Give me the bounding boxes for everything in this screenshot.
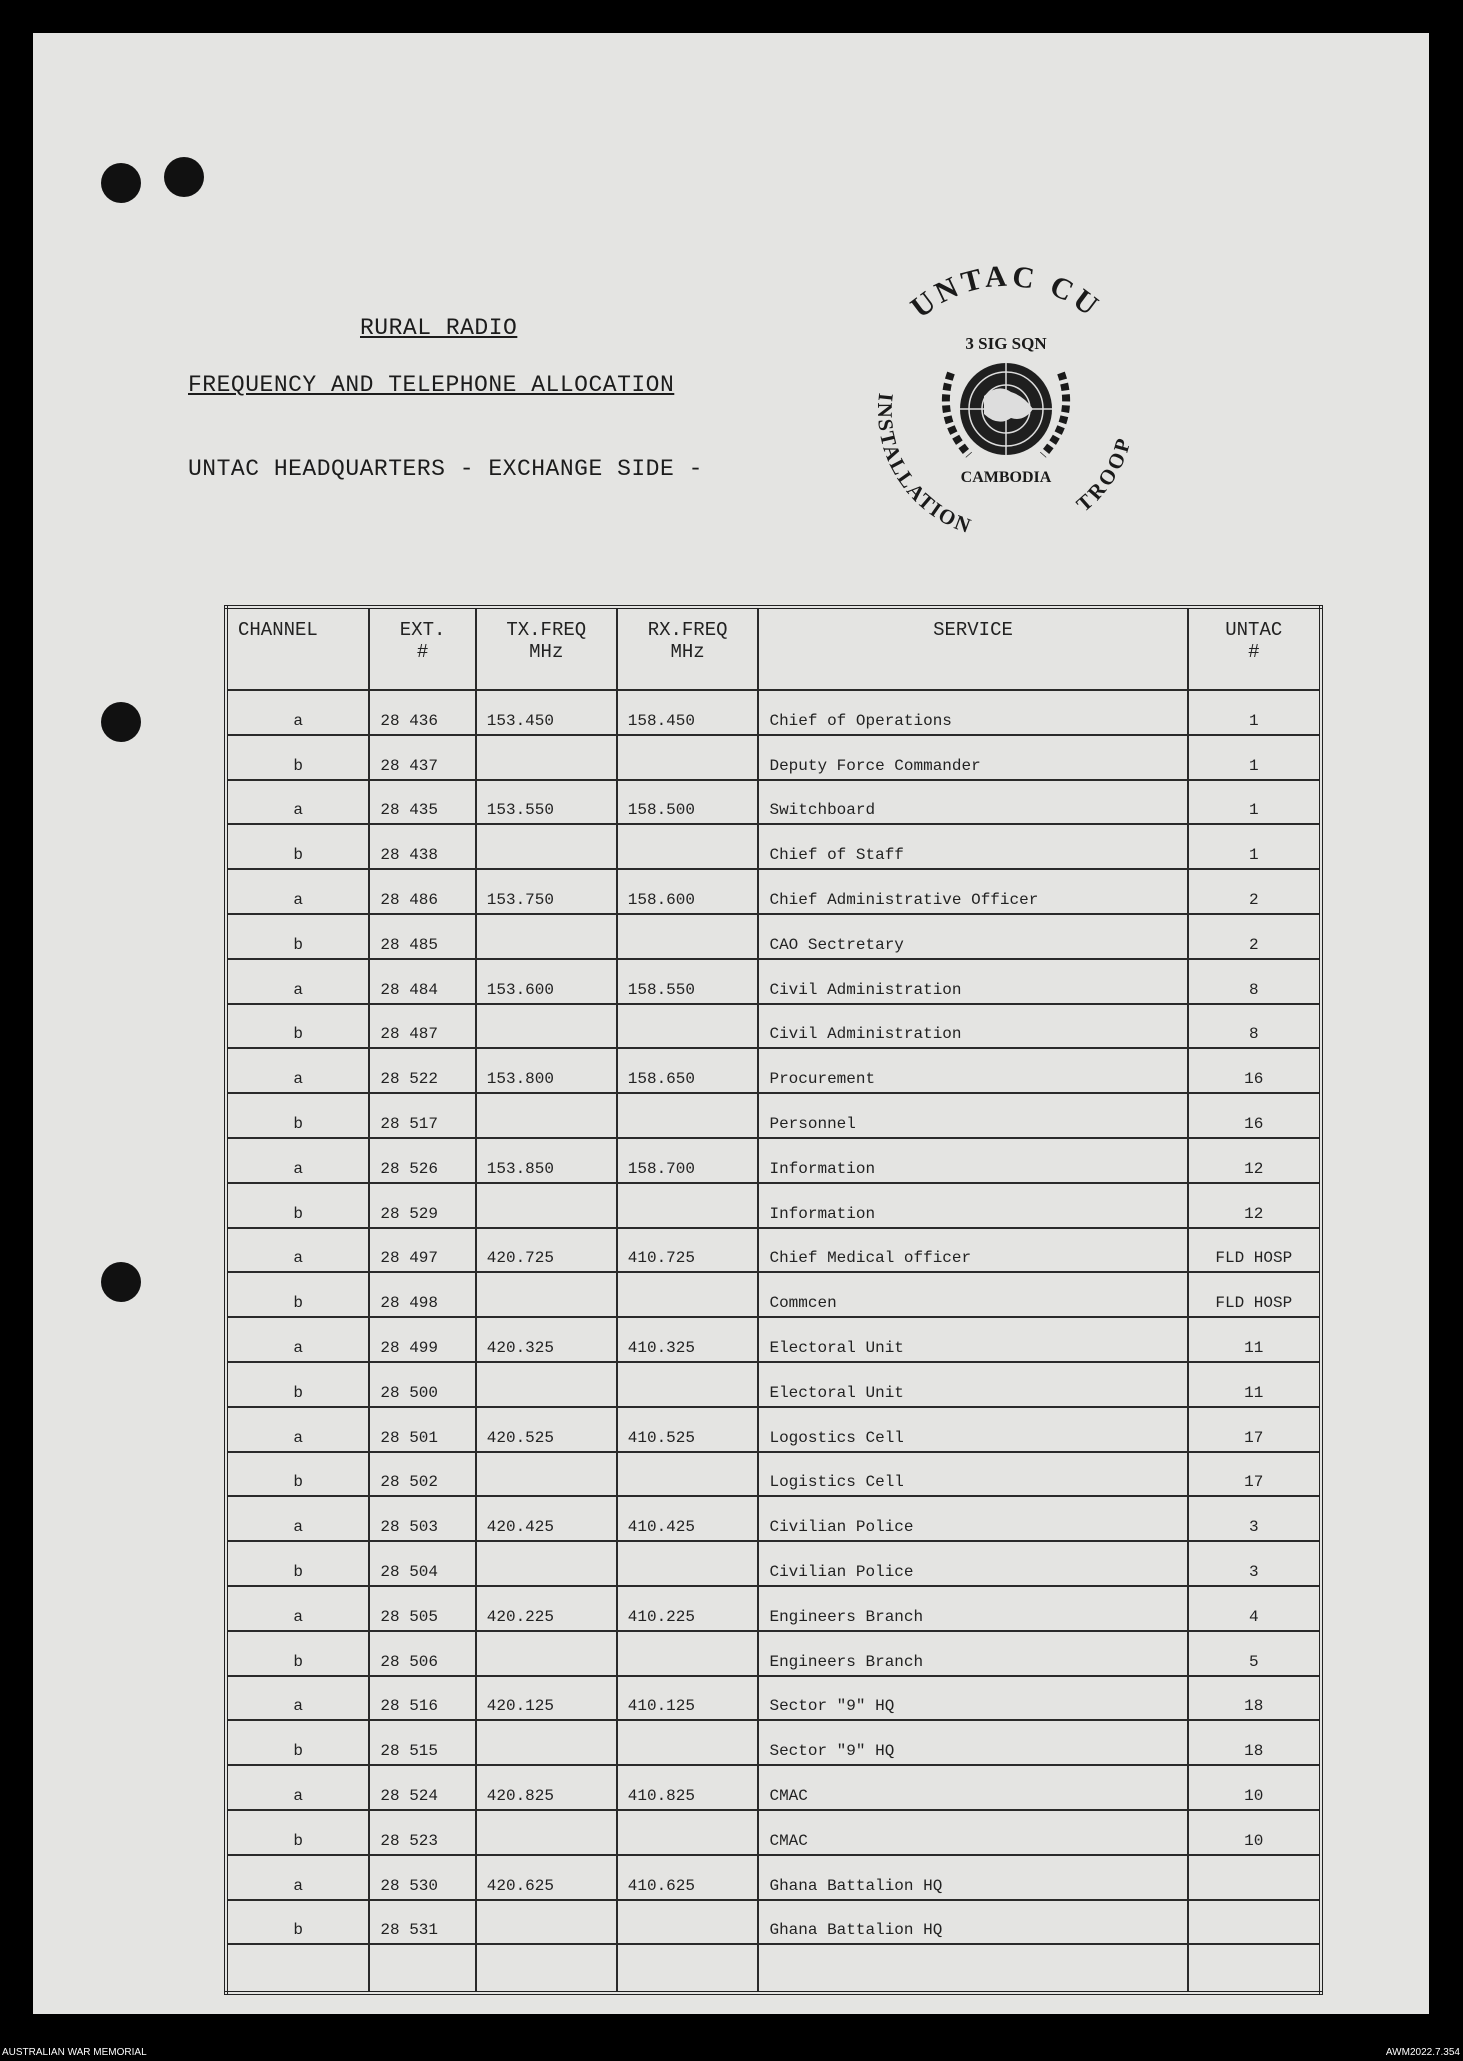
table-header-row <box>226 607 1321 690</box>
cell-rx-freq <box>617 824 759 869</box>
table-row <box>226 1586 1321 1631</box>
cell-tx-freq <box>476 1810 617 1855</box>
cell-extension: 28 438 <box>369 824 475 869</box>
cell-service: Electoral Unit <box>758 1362 1187 1407</box>
table-row <box>226 1944 1321 1993</box>
cell-untac-number: FLD HOSP <box>1188 1272 1321 1317</box>
cell-service: Sector "9" HQ <box>758 1720 1187 1765</box>
column-header-rx-freq: RX.FREQ MHz <box>617 607 759 690</box>
table-row <box>226 1765 1321 1810</box>
cell-tx-freq: 420.425 <box>476 1496 617 1541</box>
cell-tx-freq <box>476 914 617 959</box>
column-header-channel: CHANNEL <box>226 607 369 690</box>
cell-extension: 28 437 <box>369 735 475 780</box>
table-row <box>226 1676 1321 1721</box>
punch-hole <box>164 157 204 197</box>
cell-rx-freq <box>617 1900 759 1945</box>
cell-rx-freq: 410.825 <box>617 1765 759 1810</box>
cell-tx-freq: 153.850 <box>476 1138 617 1183</box>
cell-channel: a <box>226 1407 369 1452</box>
cell-untac-number: 17 <box>1188 1407 1321 1452</box>
stamp-left-text: INSTALLATION <box>872 391 976 539</box>
cell-channel: b <box>226 1631 369 1676</box>
cell-extension: 28 502 <box>369 1452 475 1497</box>
cell-service: Sector "9" HQ <box>758 1676 1187 1721</box>
cell-rx-freq: 410.225 <box>617 1586 759 1631</box>
cell-extension: 28 529 <box>369 1183 475 1228</box>
cell-extension: 28 504 <box>369 1541 475 1586</box>
cell-rx-freq <box>617 1452 759 1497</box>
cell-service: Procurement <box>758 1048 1187 1093</box>
cell-untac-number: 18 <box>1188 1676 1321 1721</box>
cell-tx-freq: 420.125 <box>476 1676 617 1721</box>
cell-channel: b <box>226 914 369 959</box>
cell-extension: 28 517 <box>369 1093 475 1138</box>
cell-service: Information <box>758 1183 1187 1228</box>
cell-channel: b <box>226 1720 369 1765</box>
table-row <box>226 1720 1321 1765</box>
cell-untac-number: 1 <box>1188 735 1321 780</box>
cell-untac-number: 18 <box>1188 1720 1321 1765</box>
cell-channel: a <box>226 1855 369 1900</box>
cell-service: CAO Sectretary <box>758 914 1187 959</box>
cell-service: Engineers Branch <box>758 1586 1187 1631</box>
cell-channel: b <box>226 1810 369 1855</box>
table-row <box>226 1541 1321 1586</box>
table-row <box>226 1048 1321 1093</box>
cell-service: Logistics Cell <box>758 1452 1187 1497</box>
cell-untac-number: 12 <box>1188 1183 1321 1228</box>
table-row <box>226 1138 1321 1183</box>
cell-untac-number: 10 <box>1188 1810 1321 1855</box>
cell-channel: b <box>226 1004 369 1049</box>
cell-untac-number: 12 <box>1188 1138 1321 1183</box>
cell-untac-number: 10 <box>1188 1765 1321 1810</box>
cell-extension: 28 500 <box>369 1362 475 1407</box>
table-row <box>226 1407 1321 1452</box>
cell-extension: 28 505 <box>369 1586 475 1631</box>
table-row <box>226 1900 1321 1945</box>
table-row <box>226 1496 1321 1541</box>
cell-rx-freq <box>617 1272 759 1317</box>
cell-tx-freq: 420.725 <box>476 1228 617 1273</box>
cell-rx-freq <box>617 1720 759 1765</box>
cell-tx-freq <box>476 1541 617 1586</box>
cell-tx-freq: 153.600 <box>476 959 617 1004</box>
column-header-tx-freq: TX.FREQ MHz <box>476 607 617 690</box>
cell-untac-number: 16 <box>1188 1048 1321 1093</box>
cell-service: Civil Administration <box>758 1004 1187 1049</box>
stamp-country: CAMBODIA <box>960 469 1052 486</box>
cell-extension: 28 523 <box>369 1810 475 1855</box>
cell-extension: 28 516 <box>369 1676 475 1721</box>
cell-rx-freq: 410.625 <box>617 1855 759 1900</box>
cell-extension: 28 436 <box>369 690 475 735</box>
cell-channel: b <box>226 1272 369 1317</box>
cell-tx-freq <box>476 735 617 780</box>
table-row <box>226 959 1321 1004</box>
cell-rx-freq <box>617 1093 759 1138</box>
cell-service: Personnel <box>758 1093 1187 1138</box>
cell-service: Information <box>758 1138 1187 1183</box>
cell-tx-freq <box>476 1944 617 1993</box>
table-row <box>226 1452 1321 1497</box>
column-header-service: SERVICE <box>758 607 1187 690</box>
cell-tx-freq: 420.625 <box>476 1855 617 1900</box>
cell-rx-freq: 410.325 <box>617 1317 759 1362</box>
cell-service: Deputy Force Commander <box>758 735 1187 780</box>
cell-service: Commcen <box>758 1272 1187 1317</box>
cell-untac-number: 11 <box>1188 1317 1321 1362</box>
punch-hole <box>101 702 141 742</box>
cell-tx-freq <box>476 1720 617 1765</box>
cell-extension: 28 506 <box>369 1631 475 1676</box>
cell-service: Engineers Branch <box>758 1631 1187 1676</box>
punch-hole <box>101 163 141 203</box>
cell-service: Civilian Police <box>758 1541 1187 1586</box>
cell-untac-number: 1 <box>1188 690 1321 735</box>
cell-channel: a <box>226 1048 369 1093</box>
cell-untac-number: 3 <box>1188 1496 1321 1541</box>
cell-channel: a <box>226 959 369 1004</box>
stamp-right-text: TROOP <box>1071 433 1137 517</box>
cell-extension: 28 435 <box>369 780 475 825</box>
cell-service: Ghana Battalion HQ <box>758 1900 1187 1945</box>
cell-extension: 28 530 <box>369 1855 475 1900</box>
cell-untac-number: 4 <box>1188 1586 1321 1631</box>
cell-untac-number <box>1188 1900 1321 1945</box>
cell-rx-freq <box>617 1004 759 1049</box>
cell-rx-freq <box>617 1631 759 1676</box>
cell-tx-freq: 420.525 <box>476 1407 617 1452</box>
table-row <box>226 1317 1321 1362</box>
cell-service: Ghana Battalion HQ <box>758 1855 1187 1900</box>
cell-channel: b <box>226 1541 369 1586</box>
cell-extension: 28 531 <box>369 1900 475 1945</box>
cell-rx-freq: 158.550 <box>617 959 759 1004</box>
cell-extension: 28 501 <box>369 1407 475 1452</box>
cell-rx-freq: 158.450 <box>617 690 759 735</box>
cell-untac-number: FLD HOSP <box>1188 1228 1321 1273</box>
cell-tx-freq <box>476 1900 617 1945</box>
cell-extension: 28 487 <box>369 1004 475 1049</box>
cell-rx-freq: 158.650 <box>617 1048 759 1093</box>
cell-rx-freq: 158.700 <box>617 1138 759 1183</box>
cell-extension: 28 497 <box>369 1228 475 1273</box>
cell-channel: b <box>226 1183 369 1228</box>
cell-tx-freq <box>476 1183 617 1228</box>
cell-untac-number: 5 <box>1188 1631 1321 1676</box>
cell-rx-freq: 410.425 <box>617 1496 759 1541</box>
cell-tx-freq <box>476 824 617 869</box>
cell-extension: 28 503 <box>369 1496 475 1541</box>
cell-service: Electoral Unit <box>758 1317 1187 1362</box>
cell-rx-freq <box>617 735 759 780</box>
cell-extension: 28 526 <box>369 1138 475 1183</box>
cell-rx-freq <box>617 1541 759 1586</box>
cell-extension <box>369 1944 475 1993</box>
cell-untac-number <box>1188 1855 1321 1900</box>
cell-extension: 28 515 <box>369 1720 475 1765</box>
cell-channel: a <box>226 1765 369 1810</box>
cell-tx-freq: 420.825 <box>476 1765 617 1810</box>
cell-rx-freq: 158.500 <box>617 780 759 825</box>
cell-service: Chief of Operations <box>758 690 1187 735</box>
cell-tx-freq <box>476 1362 617 1407</box>
cell-rx-freq <box>617 1362 759 1407</box>
cell-service: Logostics Cell <box>758 1407 1187 1452</box>
table-row <box>226 1093 1321 1138</box>
cell-service: Civil Administration <box>758 959 1187 1004</box>
cell-channel: b <box>226 735 369 780</box>
cell-channel: a <box>226 690 369 735</box>
cell-service: CMAC <box>758 1765 1187 1810</box>
cell-untac-number: 16 <box>1188 1093 1321 1138</box>
table-row <box>226 690 1321 735</box>
cell-untac-number: 2 <box>1188 869 1321 914</box>
frequency-allocation-table <box>224 605 1323 1995</box>
cell-channel: a <box>226 1317 369 1362</box>
cell-channel: a <box>226 1228 369 1273</box>
table-row <box>226 1228 1321 1273</box>
cell-untac-number: 17 <box>1188 1452 1321 1497</box>
cell-rx-freq <box>617 1810 759 1855</box>
cell-tx-freq <box>476 1272 617 1317</box>
cell-channel <box>226 1944 369 1993</box>
cell-extension: 28 524 <box>369 1765 475 1810</box>
footer-source: AUSTRALIAN WAR MEMORIAL <box>2 2047 147 2058</box>
cell-service: CMAC <box>758 1810 1187 1855</box>
cell-channel: a <box>226 1496 369 1541</box>
cell-tx-freq: 153.750 <box>476 869 617 914</box>
cell-tx-freq: 153.800 <box>476 1048 617 1093</box>
cell-untac-number: 11 <box>1188 1362 1321 1407</box>
table-row <box>226 869 1321 914</box>
cell-extension: 28 499 <box>369 1317 475 1362</box>
cell-tx-freq: 420.225 <box>476 1586 617 1631</box>
cell-service: Chief Medical officer <box>758 1228 1187 1273</box>
column-header-untac-number: UNTAC # <box>1188 607 1321 690</box>
cell-channel: a <box>226 1586 369 1631</box>
table-row <box>226 1183 1321 1228</box>
cell-untac-number <box>1188 1944 1321 1993</box>
cell-rx-freq: 158.600 <box>617 869 759 914</box>
table-row <box>226 914 1321 959</box>
table-row <box>226 824 1321 869</box>
cell-rx-freq <box>617 1944 759 1993</box>
table-row <box>226 1004 1321 1049</box>
cell-service: Switchboard <box>758 780 1187 825</box>
title-frequency-allocation: FREQUENCY AND TELEPHONE ALLOCATION <box>188 372 675 398</box>
table-row <box>226 1855 1321 1900</box>
cell-service: Chief Administrative Officer <box>758 869 1187 914</box>
cell-untac-number: 8 <box>1188 959 1321 1004</box>
cell-tx-freq <box>476 1631 617 1676</box>
cell-untac-number: 3 <box>1188 1541 1321 1586</box>
cell-rx-freq <box>617 914 759 959</box>
stamp-unit: 3 SIG SQN <box>965 334 1047 353</box>
stamp-top-text: UNTAC CU <box>904 259 1108 325</box>
cell-rx-freq: 410.725 <box>617 1228 759 1273</box>
cell-channel: a <box>226 780 369 825</box>
cell-channel: b <box>226 1093 369 1138</box>
cell-tx-freq: 420.325 <box>476 1317 617 1362</box>
cell-extension: 28 486 <box>369 869 475 914</box>
cell-service <box>758 1944 1187 1993</box>
cell-untac-number: 8 <box>1188 1004 1321 1049</box>
table-row <box>226 1362 1321 1407</box>
cell-tx-freq <box>476 1093 617 1138</box>
table-row <box>226 780 1321 825</box>
footer-accession-number: AWM2022.7.354 <box>1385 2047 1460 2058</box>
cell-extension: 28 484 <box>369 959 475 1004</box>
cell-channel: a <box>226 869 369 914</box>
table-row <box>226 1810 1321 1855</box>
cell-tx-freq <box>476 1452 617 1497</box>
cell-channel: b <box>226 824 369 869</box>
cell-rx-freq: 410.125 <box>617 1676 759 1721</box>
cell-extension: 28 498 <box>369 1272 475 1317</box>
cell-tx-freq: 153.550 <box>476 780 617 825</box>
document-page <box>33 33 1429 2014</box>
cell-untac-number: 2 <box>1188 914 1321 959</box>
cell-channel: b <box>226 1452 369 1497</box>
table-row <box>226 735 1321 780</box>
cell-channel: a <box>226 1138 369 1183</box>
title-rural-radio: RURAL RADIO <box>360 315 518 341</box>
cell-extension: 28 485 <box>369 914 475 959</box>
cell-service: Civilian Police <box>758 1496 1187 1541</box>
cell-service: Chief of Staff <box>758 824 1187 869</box>
cell-untac-number: 1 <box>1188 824 1321 869</box>
cell-rx-freq <box>617 1183 759 1228</box>
un-globe-emblem <box>946 363 1066 455</box>
cell-rx-freq: 410.525 <box>617 1407 759 1452</box>
cell-untac-number: 1 <box>1188 780 1321 825</box>
title-exchange-side: UNTAC HEADQUARTERS - EXCHANGE SIDE - <box>188 456 703 482</box>
cell-channel: b <box>226 1362 369 1407</box>
cell-channel: a <box>226 1676 369 1721</box>
table-row <box>226 1631 1321 1676</box>
punch-hole <box>101 1262 141 1302</box>
cell-tx-freq: 153.450 <box>476 690 617 735</box>
cell-channel: b <box>226 1900 369 1945</box>
untac-stamp-logo <box>856 261 1156 561</box>
column-header-extension: EXT. # <box>369 607 475 690</box>
table-row <box>226 1272 1321 1317</box>
cell-tx-freq <box>476 1004 617 1049</box>
cell-extension: 28 522 <box>369 1048 475 1093</box>
